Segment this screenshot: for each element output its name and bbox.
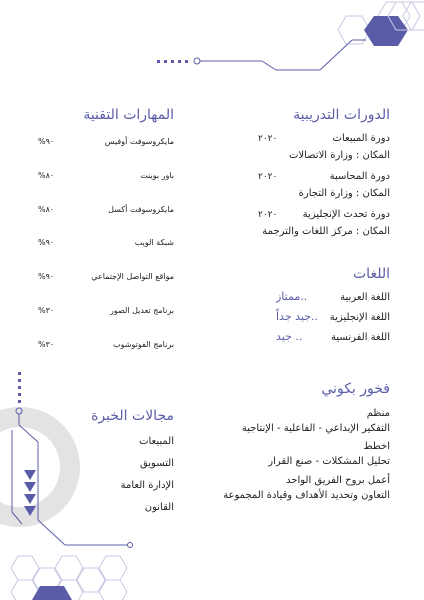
skill-percent: %٨٠	[38, 171, 55, 180]
skill-percent: %٩٠	[38, 137, 55, 146]
skill-percent: %٣٠	[38, 306, 55, 315]
training-place: المكان : وزارة التجارة	[298, 188, 390, 199]
skill-name: مايكروسوفت أكسل	[108, 205, 174, 214]
training-heading: الدورات التدريبية	[293, 107, 390, 123]
pride-heading: فخور بكوني	[321, 381, 390, 397]
skill-percent: %٩٠	[38, 272, 55, 281]
skill-name: برنامج الفوتوشوب	[113, 340, 174, 349]
pride-line: اخطط	[363, 441, 390, 452]
language-name: اللغة العربية	[340, 292, 390, 303]
top-circuit-line	[194, 40, 366, 70]
language-level: ..ممتاز	[276, 290, 308, 303]
training-year: ٢٠٢٠	[258, 210, 278, 220]
language-name: اللغة الفرنسية	[331, 332, 390, 343]
skills-heading: المهارات التقنية	[83, 107, 174, 123]
language-level: .. جيد	[276, 330, 303, 343]
experience-item: الإدارة العامة	[120, 480, 174, 491]
skill-name: شبكة الويب	[134, 238, 174, 247]
experience-item: التسويق	[139, 458, 174, 469]
training-title: دورة المحاسبة	[329, 171, 390, 182]
grey-ring	[0, 417, 70, 517]
training-place: المكان : وزارة الاتصالات	[288, 150, 390, 161]
skill-percent: %٨٠	[38, 205, 55, 214]
pride-line: أعمل بروح الفريق الواحد	[286, 475, 390, 486]
pride-line: التفكير الإبداعي - الفاعلية - الإنتاجية	[241, 423, 390, 434]
training-title: دورة المبيعات	[332, 133, 390, 144]
skill-name: مواقع التواصل الإجتماعي	[91, 272, 174, 281]
skill-name: باور بوينت	[140, 171, 174, 180]
language-level: ..جيد جداً	[276, 310, 319, 323]
training-title: دورة تحدث الإنجليزية	[302, 209, 390, 220]
training-place: المكان : مركز اللغات والترجمة	[262, 226, 390, 237]
skill-percent: %٣٠	[38, 340, 55, 349]
top-hexagon-cluster	[338, 2, 424, 46]
training-year: ٢٠٢٠	[258, 172, 278, 182]
skill-percent: %٩٠	[38, 238, 55, 247]
pride-line: منظم	[366, 408, 390, 419]
pride-line: تحليل المشكلات - صنع القرار	[268, 456, 390, 467]
skill-name: برنامج تعديل الصور	[109, 306, 174, 315]
pride-line: التعاون وتحديد الأهداف وقيادة المجموعة	[223, 490, 390, 501]
skill-name: مايكروسوفت أوفيس	[104, 137, 174, 146]
experience-item: المبيعات	[139, 436, 174, 447]
language-name: اللغة الإنجليزية	[329, 312, 390, 323]
top-dots	[157, 60, 188, 63]
bottom-hexagon-cluster	[11, 556, 127, 600]
experience-heading: مجالات الخبرة	[91, 408, 174, 424]
training-year: ٢٠٢٠	[258, 134, 278, 144]
experience-item: القانون	[144, 502, 174, 513]
languages-heading: اللغات	[353, 266, 390, 282]
